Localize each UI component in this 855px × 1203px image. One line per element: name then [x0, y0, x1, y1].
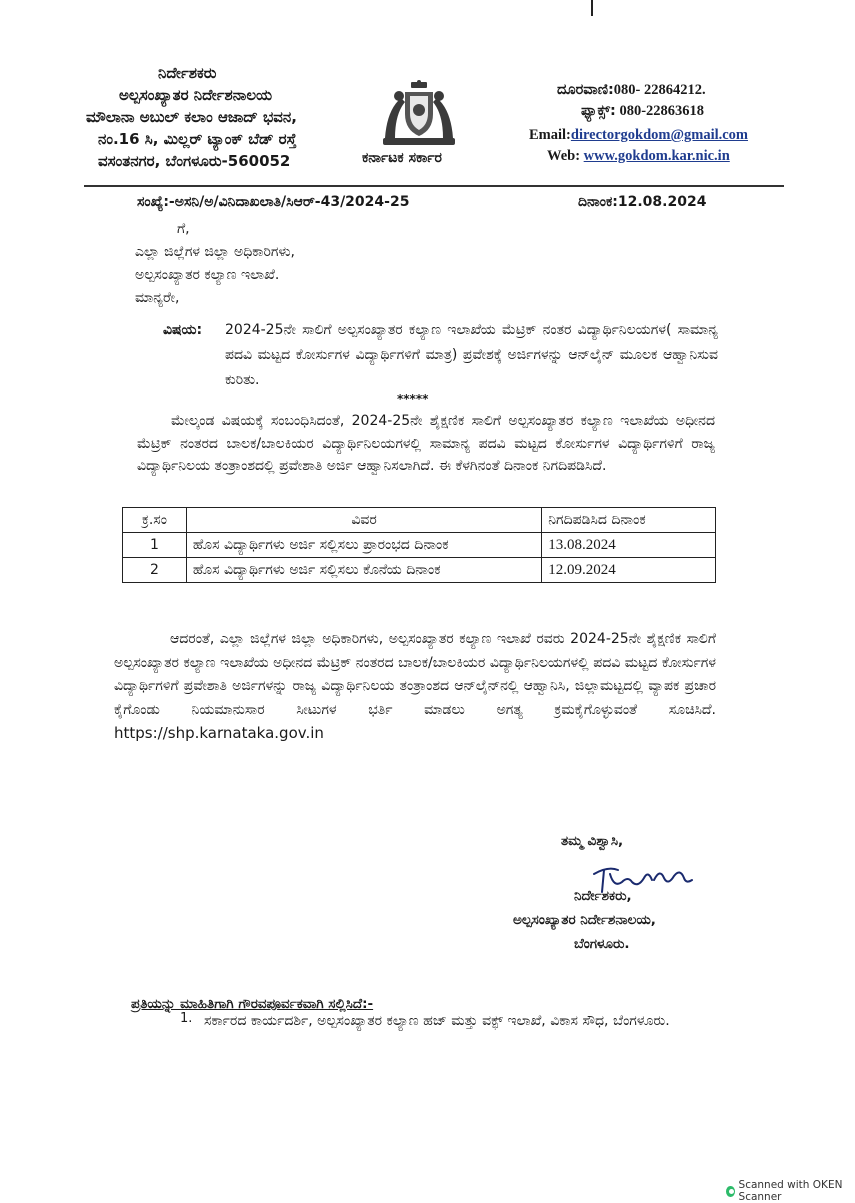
emblem-caption: ಕರ್ನಾಟಕ ಸರ್ಕಾರ: [362, 150, 442, 166]
addressee-line-2: ಅಲ್ಪಸಂಖ್ಯಾತರ ಕಲ್ಯಾಣ ಇಲಾಖೆ.: [135, 267, 280, 283]
body-paragraph-2-text: ಆದರಂತೆ, ಎಲ್ಲಾ ಜಿಲ್ಲೆಗಳ ಜಿಲ್ಲಾ ಅಧಿಕಾರಿಗಳು, ಅಲ್ಪಸಂಖ್ಯಾತರ ಕಲ್ಯಾಣ ಇಲಾಖೆ ರವರು 2024-25ನೇ ಶೈಕ್ಷಣಿಕ ಸಾಲಿಗೆ ಅಲ್ಪಸಂಖ್ಯಾತರ ಕಲ್ಯಾಣ ಇಲಾಖೆಯ ಅಧೀನದ ಮೆಟ್ರಿಕ್ ನಂತರದ ಬಾಲಕ/ಬಾಲಕಿಯರ ವಿದ್ಯಾರ್ಥಿನಿಲಯಗಳಲ್ಲಿ ಪದವಿ ಮಟ್ಟದ ಕೋರ್ಸುಗಳ ವಿದ್ಯಾರ್ಥಿಗಳಿಗೆ ಪ್ರವೇಶಾತಿ ಅರ್ಜಿಗಳನ್ನು ರಾಜ್ಯ ವಿದ್ಯಾರ್ಥಿನಿಲಯ ತಂತ್ರಾಂಶದ ಆನ್‌ಲೈನ್‌ನಲ್ಲಿ ಆಹ್ವಾನಿಸಿ, ಜಿಲ್ಲಾಮಟ್ಟದಲ್ಲಿ ವ್ಯಾಪಕ ಪ್ರಚಾರ ಕೈಗೊಂಡು ನಿಯಮಾನುಸಾರ ಸೀಟುಗಳ ಭರ್ತಿ ಮಾಡಲು ಅಗತ್ಯ ಕ್ರಮಕೈಗೊಳ್ಳುವಂತೆ ಸೂಚಿಸಿದೆ.: [114, 631, 716, 718]
phone-label: ದೂರವಾಣಿ:: [557, 82, 614, 98]
table-header-cell: ಕ್ರ.ಸಂ: [123, 508, 187, 533]
body-paragraph-2: [114, 628, 716, 747]
table-cell-date: 12.09.2024: [542, 558, 716, 583]
copy-item-number: 1.: [180, 1011, 193, 1026]
office-building: ಮೌಲಾನಾ ಅಬುಲ್ ಕಲಾಂ ಆಜಾದ್ ಭವನ,: [86, 108, 297, 126]
office-address-block: [86, 62, 297, 172]
scanner-logo-icon: [726, 1186, 735, 1197]
schedule-table: [122, 507, 716, 583]
header-divider: [84, 185, 784, 187]
table-row: [123, 533, 716, 558]
emblem-icon: [377, 80, 461, 150]
reference-number: ಸಂಖ್ಯೆ:-ಅಸನಿ/ಅ/ವಿನಿದಾಖಲಾತಿ/ಸಿಆರ್-43/2024-25: [137, 194, 410, 210]
signatory-office: ಅಲ್ಪಸಂಖ್ಯಾತರ ನಿರ್ದೇಶನಾಲಯ,: [513, 912, 656, 928]
table-cell-serial: 2: [123, 558, 187, 583]
addressee-line-1: ಎಲ್ಲಾ ಜಿಲ್ಲೆಗಳ ಜಿಲ್ಲಾ ಅಧಿಕಾರಿಗಳು,: [135, 244, 295, 260]
email-link[interactable]: directorgokdom@gmail.com: [570, 127, 749, 143]
scanner-label: Scanned with OKEN Scanner: [738, 1179, 843, 1203]
subject-label: ವಿಷಯ:: [163, 322, 203, 338]
to-line: ಗೆ,: [177, 221, 190, 237]
copy-item-text: ಸರ್ಕಾರದ ಕಾರ್ಯದರ್ಶಿ, ಅಲ್ಪಸಂಖ್ಯಾತರ ಕಲ್ಯಾಣ ಹಜ್ ಮತ್ತು ವಕ್ಫ್ ಇಲಾಖೆ, ವಿಕಾಸ ಸೌಧ, ಬೆಂಗಳೂರು.: [204, 1013, 670, 1029]
portal-link[interactable]: https://shp.karnataka.gov.in: [114, 724, 324, 742]
subject-separator: *****: [397, 392, 429, 406]
table-row: [123, 558, 716, 583]
table-header-cell: ವಿವರ: [186, 508, 541, 533]
closing-text: ತಮ್ಮ ವಿಶ್ವಾಸಿ,: [561, 833, 624, 849]
addressee-block: [135, 218, 295, 310]
scanner-watermark: [726, 1179, 855, 1203]
office-name: ಅಲ್ಪಸಂಖ್ಯಾತರ ನಿರ್ದೇಶನಾಲಯ: [119, 86, 273, 104]
state-emblem: [377, 80, 461, 150]
phone-value: 080- 22864212.: [613, 82, 706, 98]
office-street: ನಂ.16 ಸಿ, ಮಿಲ್ಲರ್ ಟ್ಯಾಂಕ್ ಬೆಡ್ ರಸ್ತೆ: [98, 130, 297, 148]
table-cell-detail: ಹೊಸ ವಿದ್ಯಾರ್ಥಿಗಳು ಅರ್ಜಿ ಸಲ್ಲಿಸಲು ಪ್ರಾರಂಭದ ದಿನಾಂಕ: [186, 533, 541, 558]
signatory-city: ಬೆಂಗಳೂರು.: [574, 936, 630, 952]
fax-line: [529, 101, 748, 122]
signatory-title: ನಿರ್ದೇಶಕರು,: [574, 888, 632, 904]
subject-block: [163, 318, 718, 393]
top-edge-mark: [591, 0, 593, 16]
web-label: Web:: [547, 148, 581, 164]
copy-heading: ಪ್ರತಿಯನ್ನು ಮಾಹಿತಿಗಾಗಿ ಗೌರವಪೂರ್ವಕವಾಗಿ ಸಲ್ಲಿಸಿದೆ:-: [131, 996, 374, 1012]
email-label: Email:: [529, 127, 571, 143]
salutation: ಮಾನ್ಯರೇ,: [135, 290, 180, 306]
phone-line: [529, 80, 748, 101]
table-cell-serial: 1: [123, 533, 187, 558]
body-paragraph-1: ಮೇಲ್ಕಂಡ ವಿಷಯಕ್ಕೆ ಸಂಬಂಧಿಸಿದಂತೆ, 2024-25ನೇ ಶೈಕ್ಷಣಿಕ ಸಾಲಿಗೆ ಅಲ್ಪಸಂಖ್ಯಾತರ ಕಲ್ಯಾಣ ಇಲಾಖೆಯ ಅಧೀನದ ಮೆಟ್ರಿಕ್ ನಂತರದ ಬಾಲಕ/ಬಾಲಕಿಯರ ವಿದ್ಯಾರ್ಥಿನಿಲಯಗಳಲ್ಲಿ ಸಾಮಾನ್ಯ ಪದವಿ ಮಟ್ಟದ ಕೋರ್ಸುಗಳ ವಿದ್ಯಾರ್ಥಿಗಳಿಗೆ ರಾಜ್ಯ ವಿದ್ಯಾರ್ಥಿನಿಲಯ ತಂತ್ರಾಂಶದಲ್ಲಿ ಪ್ರವೇಶಾತಿ ಅರ್ಜಿ ಆಹ್ವಾನಿಸಲಾಗಿದೆ. ಈ ಕೆಳಗಿನಂತೆ ದಿನಾಂಕ ನಿಗದಿಪಡಿಸಿದೆ.: [137, 413, 715, 474]
letter-date: ದಿನಾಂಕ:12.08.2024: [578, 194, 707, 210]
subject-text: 2024-25ನೇ ಸಾಲಿಗೆ ಅಲ್ಪಸಂಖ್ಯಾತರ ಕಲ್ಯಾಣ ಇಲಾಖೆಯ ಮೆಟ್ರಿಕ್ ನಂತರ ವಿದ್ಯಾರ್ಥಿನಿಲಯಗಳ( ಸಾಮಾನ್ಯ ಪದವಿ ಮಟ್ಟದ ಕೋರ್ಸುಗಳ ವಿದ್ಯಾರ್ಥಿಗಳಿಗೆ ಮಾತ್ರ) ಪ್ರವೇಶಕ್ಕೆ ಅರ್ಜಿಗಳನ್ನು ಆನ್‌ಲೈನ್ ಮೂಲಕ ಆಹ್ವಾನಿಸುವ ಕುರಿತು.: [225, 322, 718, 388]
office-title: ನಿರ್ದೇಶಕರು: [158, 64, 217, 82]
web-link[interactable]: www.gokdom.kar.nic.in: [583, 148, 730, 164]
contact-block: [529, 80, 748, 167]
table-cell-date: 13.08.2024: [542, 533, 716, 558]
web-line: [529, 146, 748, 167]
email-line: [529, 125, 748, 146]
table-cell-detail: ಹೊಸ ವಿದ್ಯಾರ್ಥಿಗಳು ಅರ್ಜಿ ಸಲ್ಲಿಸಲು ಕೊನೆಯ ದಿನಾಂಕ: [186, 558, 541, 583]
office-city: ವಸಂತನಗರ, ಬೆಂಗಳೂರು-560052: [98, 152, 291, 170]
table-header-row: [123, 508, 716, 533]
fax-value: 080-22863618: [619, 103, 705, 119]
table-header-cell: ನಿಗದಿಪಡಿಸಿದ ದಿನಾಂಕ: [542, 508, 716, 533]
fax-label: ಫ್ಯಾಕ್ಸ್:: [581, 103, 616, 119]
